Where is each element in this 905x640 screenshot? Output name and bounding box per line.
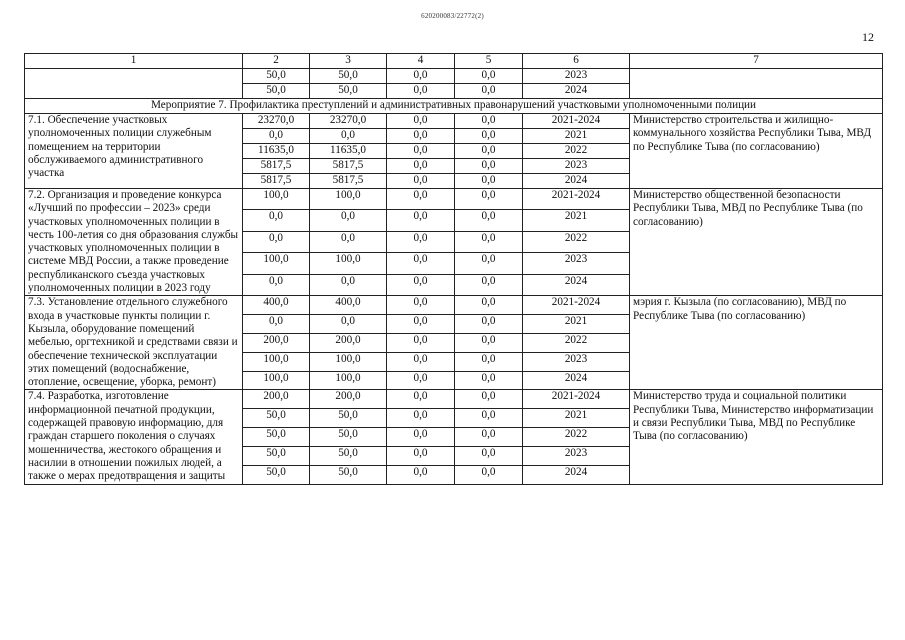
table-cell: 0,0	[310, 129, 387, 144]
column-header: 3	[310, 54, 387, 69]
table-cell: 2021	[523, 129, 630, 144]
table-cell: 2024	[523, 174, 630, 189]
table-cell: 2021	[523, 315, 630, 334]
column-header: 7	[630, 54, 883, 69]
page-number: 12	[862, 30, 874, 44]
table-cell: 400,0	[310, 296, 387, 315]
table-cell: 0,0	[455, 446, 523, 465]
table-cell: 2021	[523, 210, 630, 231]
table-cell: 0,0	[387, 189, 455, 210]
table-cell: 200,0	[310, 390, 387, 409]
table-cell: 0,0	[387, 446, 455, 465]
table-cell: 0,0	[243, 315, 310, 334]
table-cell: 2022	[523, 334, 630, 353]
table-row	[25, 390, 883, 409]
table-cell: 0,0	[310, 231, 387, 252]
table-cell: 11635,0	[243, 144, 310, 159]
responsible-executors: Министерство труда и социальной политики Республики Тыва, Министерство информатизации и связи Республики Тыва, МВД по Республике Тыва (по согласованию)	[630, 390, 883, 484]
table-cell: 100,0	[243, 371, 310, 390]
table-cell: 0,0	[243, 274, 310, 296]
table-cell: 50,0	[243, 465, 310, 484]
table-cell: 0,0	[455, 231, 523, 252]
table-row	[25, 69, 883, 84]
table-cell: 2022	[523, 231, 630, 252]
table-cell: 100,0	[243, 189, 310, 210]
table-cell: 2023	[523, 159, 630, 174]
table-cell: 5817,5	[243, 159, 310, 174]
table-cell: 0,0	[387, 114, 455, 129]
table-cell: 50,0	[310, 465, 387, 484]
table-cell: 2023	[523, 352, 630, 371]
table-cell: 100,0	[243, 352, 310, 371]
table-cell: 2024	[523, 274, 630, 296]
table-cell: 0,0	[387, 210, 455, 231]
table-cell: 0,0	[455, 296, 523, 315]
table-cell: 0,0	[387, 253, 455, 274]
table-cell: 100,0	[310, 253, 387, 274]
table-cell: 0,0	[387, 69, 455, 84]
table-cell: 2021	[523, 409, 630, 428]
column-header: 4	[387, 54, 455, 69]
table-cell: 0,0	[455, 69, 523, 84]
table-cell: 5817,5	[310, 159, 387, 174]
table-cell: 2023	[523, 253, 630, 274]
table-cell: 2023	[523, 69, 630, 84]
table-cell: 0,0	[455, 189, 523, 210]
table-cell: 50,0	[243, 69, 310, 84]
table-cell: 2024	[523, 465, 630, 484]
document-number: 620200083/22772(2)	[421, 12, 484, 20]
table-cell: 0,0	[387, 409, 455, 428]
table-cell: 0,0	[455, 174, 523, 189]
table-cell: 0,0	[310, 315, 387, 334]
table-cell: 0,0	[310, 274, 387, 296]
table-cell: 0,0	[243, 129, 310, 144]
table-cell: 0,0	[387, 84, 455, 99]
table-cell: 400,0	[243, 296, 310, 315]
table-cell: 0,0	[455, 371, 523, 390]
header-row	[25, 54, 883, 69]
table-cell: 0,0	[455, 253, 523, 274]
table-cell: 50,0	[310, 69, 387, 84]
table-cell: 11635,0	[310, 144, 387, 159]
table-cell: 0,0	[387, 274, 455, 296]
table-cell: 200,0	[310, 334, 387, 353]
program-table	[24, 53, 883, 485]
table-cell: 0,0	[243, 210, 310, 231]
table-cell: 2021-2024	[523, 296, 630, 315]
table-cell: 0,0	[387, 231, 455, 252]
table-cell: 5817,5	[243, 174, 310, 189]
table-cell: 2022	[523, 428, 630, 447]
table-cell: 0,0	[455, 210, 523, 231]
table-cell: 100,0	[310, 352, 387, 371]
table-cell: 0,0	[387, 174, 455, 189]
table-row	[25, 114, 883, 129]
table-cell: 100,0	[310, 189, 387, 210]
table-cell: 0,0	[455, 274, 523, 296]
table-row	[25, 296, 883, 315]
table-cell: 0,0	[387, 315, 455, 334]
task-description: 7.2. Организация и проведение конкурса «Лучший по профессии – 2023» среди участковых уполномоченных полиции в честь 100-летия со дня образования службы участковых уполномоченных полиции в системе МВД России, а также проведение республиканского съезда участковых уполномоченных полиции в 2023 году	[25, 189, 243, 296]
table-cell: 0,0	[455, 129, 523, 144]
table-cell: 0,0	[387, 428, 455, 447]
table-cell: 0,0	[387, 296, 455, 315]
column-header: 2	[243, 54, 310, 69]
table-cell: 23270,0	[243, 114, 310, 129]
table-cell: 0,0	[455, 465, 523, 484]
table-cell: 2021-2024	[523, 189, 630, 210]
table-cell: 0,0	[455, 114, 523, 129]
table-cell: 2021-2024	[523, 390, 630, 409]
column-header: 1	[25, 54, 243, 69]
table-cell: 2023	[523, 446, 630, 465]
table-cell: 50,0	[310, 409, 387, 428]
table-cell: 0,0	[243, 231, 310, 252]
task-description: 7.1. Обеспечение участковых уполномоченных полиции служебным помещением на территории обслуживаемого административного участка	[25, 114, 243, 189]
empty-cell	[630, 69, 883, 84]
table-cell: 23270,0	[310, 114, 387, 129]
table-cell: 200,0	[243, 334, 310, 353]
column-header: 6	[523, 54, 630, 69]
task-description: 7.4. Разработка, изготовление информационной печатной продукции, содержащей правовую информацию, для граждан старшего поколения о случаях мошенничества, жестокого обращения и насилии в отношении пожилых людей, а также о мерах предотвращения и защиты	[25, 390, 243, 484]
table-cell: 100,0	[243, 253, 310, 274]
table-cell: 0,0	[387, 334, 455, 353]
table-cell: 0,0	[455, 352, 523, 371]
table-cell: 2024	[523, 371, 630, 390]
empty-cell	[25, 69, 243, 84]
table-cell: 0,0	[455, 159, 523, 174]
table-cell: 5817,5	[310, 174, 387, 189]
table-row	[25, 84, 883, 99]
table-cell: 0,0	[387, 144, 455, 159]
measure-row	[25, 99, 883, 114]
table-cell: 0,0	[387, 371, 455, 390]
table-cell: 50,0	[310, 428, 387, 447]
table-cell: 0,0	[310, 210, 387, 231]
table-cell: 2021-2024	[523, 114, 630, 129]
empty-cell	[25, 84, 243, 99]
table-cell: 0,0	[387, 352, 455, 371]
table-cell: 0,0	[455, 315, 523, 334]
responsible-executors: Министерство строительства и жилищно-коммунального хозяйства Республики Тыва, МВД по Республике Тыва (по согласованию)	[630, 114, 883, 189]
table-cell: 0,0	[455, 84, 523, 99]
table-cell: 0,0	[455, 390, 523, 409]
table-cell: 0,0	[387, 465, 455, 484]
task-description: 7.3. Установление отдельного служебного входа в участковые пункты полиции г. Кызыла, оборудование помещений мебелью, оргтехникой и средствами связи и обеспечение технической эксплуатации этих помещений (водоснабжение, отопление, освещение, уборка, ремонт)	[25, 296, 243, 390]
table-cell: 0,0	[455, 144, 523, 159]
measure-title: Мероприятие 7. Профилактика преступлений и административных правонарушений участковыми уполномоченными полиции	[25, 99, 883, 114]
table-cell: 50,0	[310, 446, 387, 465]
table-cell: 200,0	[243, 390, 310, 409]
table-cell: 2022	[523, 144, 630, 159]
table-cell: 50,0	[243, 84, 310, 99]
empty-cell	[630, 84, 883, 99]
table-cell: 50,0	[243, 446, 310, 465]
table-row	[25, 189, 883, 210]
table-cell: 0,0	[387, 390, 455, 409]
column-header: 5	[455, 54, 523, 69]
table-cell: 100,0	[310, 371, 387, 390]
table-cell: 0,0	[455, 409, 523, 428]
table-cell: 50,0	[243, 409, 310, 428]
table-cell: 50,0	[310, 84, 387, 99]
table-cell: 2024	[523, 84, 630, 99]
table-cell: 0,0	[455, 334, 523, 353]
table-cell: 50,0	[243, 428, 310, 447]
table-cell: 0,0	[387, 129, 455, 144]
table-cell: 0,0	[387, 159, 455, 174]
responsible-executors: Министерство общественной безопасности Республики Тыва, МВД по Республике Тыва (по согласованию)	[630, 189, 883, 296]
responsible-executors: мэрия г. Кызыла (по согласованию), МВД по Республике Тыва (по согласованию)	[630, 296, 883, 390]
table-cell: 0,0	[455, 428, 523, 447]
